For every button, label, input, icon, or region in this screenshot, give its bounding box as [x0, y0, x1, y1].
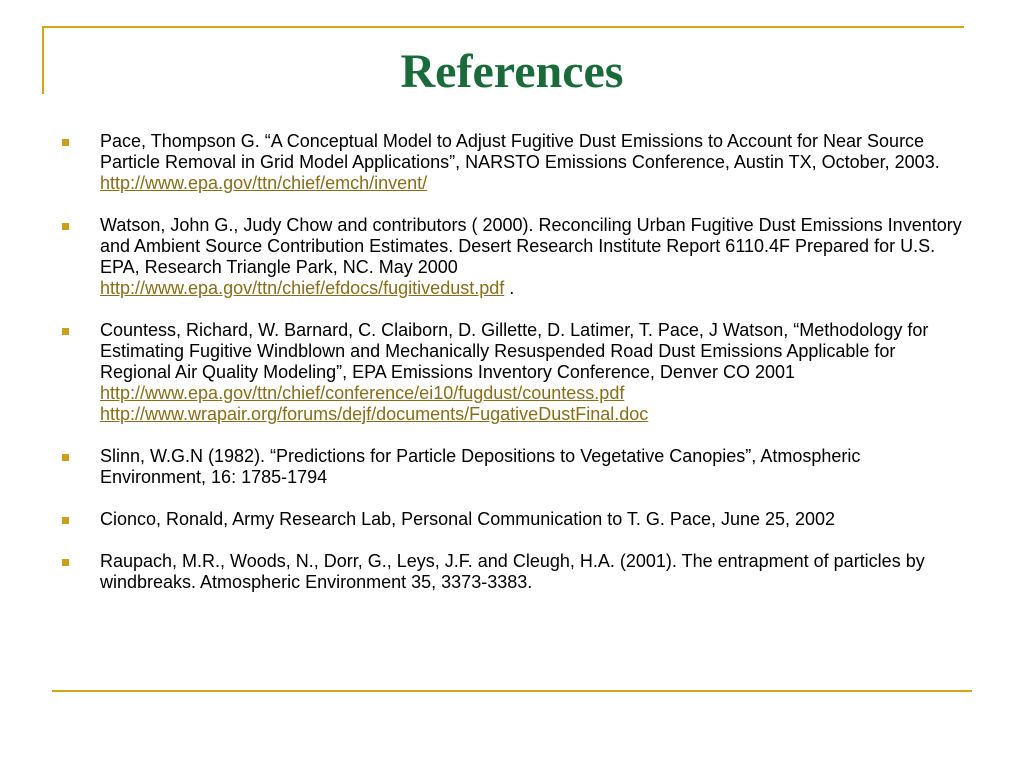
square-bullet-icon — [62, 559, 69, 566]
reference-link[interactable]: http://www.epa.gov/ttn/chief/emch/invent/ — [100, 173, 428, 193]
reference-item — [62, 446, 962, 488]
reference-text: Watson, John G., Judy Chow and contributors ( 2000). Reconciling Urban Fugitive Dust Emissions Inventory and Ambient Source Contribution Estimates. Desert Research Institute Report 6110.4F Prepared for U.S. EPA, Research Triangle Park, NC. May 2000 — [100, 215, 962, 277]
square-bullet-icon — [62, 223, 69, 230]
reference-text: Pace, Thompson G. “A Conceptual Model to Adjust Fugitive Dust Emissions to Account for Near Source Particle Removal in Grid Model Applications”, NARSTO Emissions Conference, Austin TX, October, 2003. — [100, 131, 940, 172]
reference-item — [62, 509, 962, 530]
reference-list — [62, 131, 962, 614]
reference-text: Slinn, W.G.N (1982). “Predictions for Particle Depositions to Vegetative Canopies”, Atmospheric Environment, 16: 1785-1794 — [100, 446, 861, 487]
reference-text: Countess, Richard, W. Barnard, C. Claiborn, D. Gillette, D. Latimer, T. Pace, J Watson, “Methodology for Estimating Fugitive Windblown and Mechanically Resuspended Road Dust Emissions Applicable for Regional Air Quality Modeling”, EPA Emissions Inventory Conference, Denver CO 2001 — [100, 320, 929, 382]
reference-text: Raupach, M.R., Woods, N., Dorr, G., Leys, J.F. and Cleugh, H.A. (2001). The entrapment of particles by windbreaks. Atmospheric Environment 35, 3373-3383. — [100, 551, 925, 592]
reference-item — [62, 215, 962, 299]
reference-item — [62, 320, 962, 425]
square-bullet-icon — [62, 328, 69, 335]
reference-link[interactable]: http://www.wrapair.org/forums/dejf/documents/FugativeDustFinal.doc — [100, 404, 649, 424]
reference-link[interactable]: http://www.epa.gov/ttn/chief/efdocs/fugitivedust.pdf — [100, 278, 505, 298]
reference-suffix: . — [504, 278, 515, 298]
reference-item — [62, 551, 962, 593]
reference-link[interactable]: http://www.epa.gov/ttn/chief/conference/ei10/fugdust/countess.pdf — [100, 383, 625, 403]
square-bullet-icon — [62, 139, 69, 146]
frame-bottom-rule — [52, 690, 972, 692]
square-bullet-icon — [62, 454, 69, 461]
square-bullet-icon — [62, 517, 69, 524]
frame-top-rule — [42, 26, 964, 28]
reference-item — [62, 131, 962, 194]
slide-title: References — [400, 45, 624, 98]
reference-text: Cionco, Ronald, Army Research Lab, Personal Communication to T. G. Pace, June 25, 2002 — [100, 509, 836, 529]
